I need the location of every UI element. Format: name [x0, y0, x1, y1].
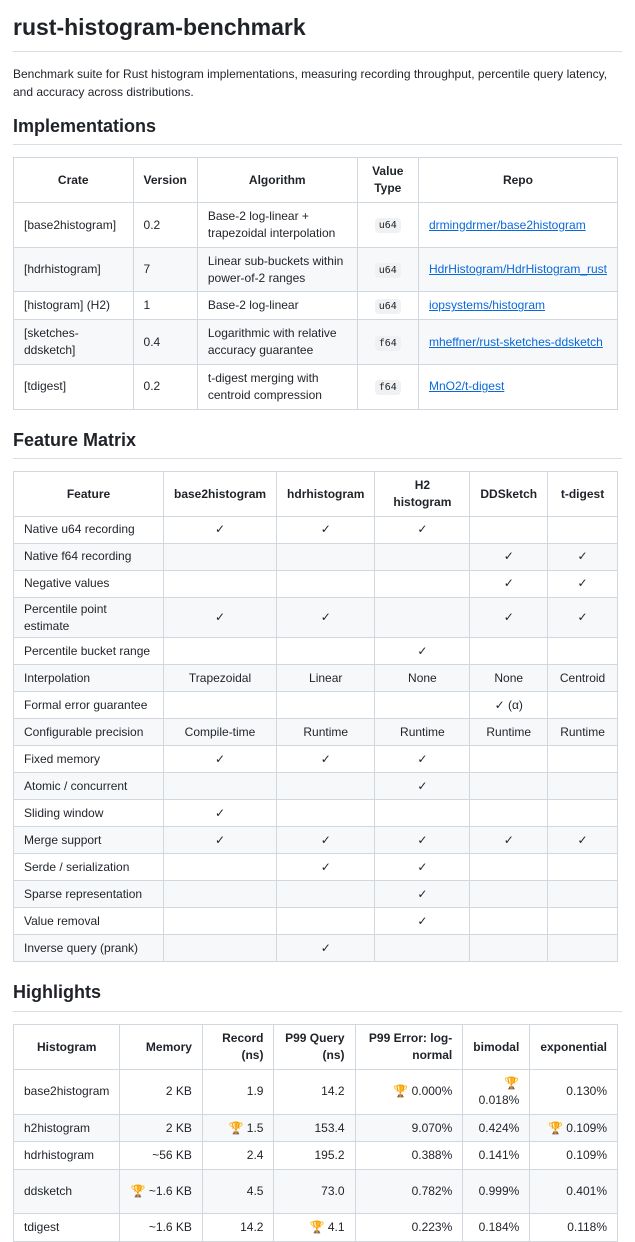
table-row	[14, 881, 618, 908]
feature-value-cell	[164, 908, 277, 935]
feature-name-cell: Configurable precision	[14, 719, 164, 746]
repo-cell	[418, 364, 617, 409]
value-type-cell	[357, 364, 418, 409]
repo-link[interactable]: HdrHistogram/HdrHistogram_rust	[428, 262, 607, 277]
memory-cell	[120, 1142, 203, 1170]
table-row	[14, 719, 618, 746]
histogram-cell	[14, 1214, 120, 1242]
feature-value-cell	[164, 570, 277, 597]
memory-cell	[120, 1214, 203, 1242]
feature-name-cell: Native u64 recording	[14, 516, 164, 543]
feature-value-cell	[470, 881, 548, 908]
record-cell	[202, 1069, 274, 1114]
lognormal-cell	[355, 1069, 463, 1114]
value-type-code: u64	[375, 218, 401, 233]
bimodal-value: 0.018%	[478, 1092, 520, 1107]
bimodal-cell	[463, 1142, 530, 1170]
histogram-cell	[14, 1114, 120, 1142]
histogram-value: h2histogram	[24, 1120, 91, 1135]
feature-value-cell: None	[375, 665, 470, 692]
feature-value-cell: Runtime	[375, 719, 470, 746]
feature-value-cell	[548, 800, 618, 827]
table-row	[14, 638, 618, 665]
implementations-table	[13, 157, 618, 409]
repo-cell	[418, 203, 617, 248]
column-header: Crate	[14, 158, 134, 203]
implementations-heading: Implementations	[13, 113, 622, 146]
column-header: H2 histogram	[375, 472, 470, 517]
feature-value-cell	[548, 854, 618, 881]
table-row	[14, 320, 618, 365]
memory-value: ~1.6 KB	[148, 1184, 192, 1199]
column-header: Algorithm	[197, 158, 357, 203]
feature-value-cell	[375, 935, 470, 962]
table-row	[14, 1214, 618, 1242]
column-header: Memory	[120, 1024, 203, 1069]
repo-link[interactable]: mheffner/rust-sketches-ddsketch	[428, 334, 603, 349]
feature-matrix-heading: Feature Matrix	[13, 427, 622, 460]
feature-name-cell: Percentile point estimate	[14, 597, 164, 638]
feature-value-cell	[164, 773, 277, 800]
exponential-value: 0.401%	[566, 1184, 607, 1199]
feature-value-cell	[277, 543, 375, 570]
page-title: rust-histogram-benchmark	[13, 10, 622, 52]
table-row	[14, 543, 618, 570]
memory-cell	[120, 1114, 203, 1142]
feature-value-cell: ✓	[277, 854, 375, 881]
record-value: 4.5	[246, 1184, 264, 1199]
histogram-value: base2histogram	[24, 1084, 110, 1099]
histogram-value: hdrhistogram	[24, 1148, 95, 1163]
trophy-icon: 🏆	[504, 1075, 520, 1090]
memory-cell	[120, 1170, 203, 1214]
column-header: Value Type	[357, 158, 418, 203]
repo-link[interactable]: iopsystems/histogram	[428, 298, 545, 313]
p99-query-value: 14.2	[321, 1084, 345, 1099]
bimodal-cell	[463, 1214, 530, 1242]
algorithm-cell: Logarithmic with relative accuracy guarantee	[197, 320, 357, 365]
feature-value-cell	[470, 908, 548, 935]
table-row	[14, 935, 618, 962]
column-header: Histogram	[14, 1024, 120, 1069]
feature-value-cell: ✓	[548, 827, 618, 854]
lognormal-value: 0.388%	[411, 1148, 453, 1163]
value-type-code: u64	[375, 299, 401, 314]
column-header: Feature	[14, 472, 164, 517]
feature-value-cell	[164, 935, 277, 962]
feature-value-cell: ✓	[375, 746, 470, 773]
feature-value-cell	[375, 800, 470, 827]
feature-value-cell: ✓	[164, 597, 277, 638]
exponential-value: 0.118%	[567, 1220, 607, 1235]
feature-value-cell: None	[470, 665, 548, 692]
table-row	[14, 364, 618, 409]
feature-value-cell: Trapezoidal	[164, 665, 277, 692]
column-header: P99 Query (ns)	[274, 1024, 355, 1069]
feature-value-cell: ✓	[277, 597, 375, 638]
feature-value-cell: ✓	[375, 908, 470, 935]
record-value: 1.9	[246, 1084, 264, 1099]
version-cell: 0.4	[133, 320, 197, 365]
feature-value-cell: ✓	[375, 881, 470, 908]
record-value: 1.5	[246, 1120, 264, 1135]
feature-value-cell: ✓	[277, 935, 375, 962]
bimodal-value: 0.141%	[478, 1148, 520, 1163]
repo-link[interactable]: MnO2/t-digest	[428, 379, 505, 394]
trophy-icon: 🏆	[309, 1220, 325, 1235]
feature-value-cell: ✓	[164, 516, 277, 543]
exponential-value: 0.109%	[566, 1120, 607, 1135]
repo-cell	[418, 247, 617, 292]
lognormal-cell	[355, 1170, 463, 1214]
value-type-cell	[357, 247, 418, 292]
version-cell: 1	[133, 292, 197, 320]
feature-name-cell: Native f64 recording	[14, 543, 164, 570]
feature-value-cell	[470, 516, 548, 543]
value-type-cell	[357, 292, 418, 320]
feature-value-cell	[548, 692, 618, 719]
lognormal-value: 0.223%	[411, 1220, 453, 1235]
feature-value-cell	[548, 881, 618, 908]
feature-value-cell	[470, 854, 548, 881]
highlights-body	[14, 1069, 618, 1241]
lognormal-cell	[355, 1114, 463, 1142]
table-row	[14, 746, 618, 773]
bimodal-cell	[463, 1170, 530, 1214]
trophy-icon: 🏆	[548, 1120, 563, 1135]
value-type-code: u64	[375, 263, 401, 278]
feature-value-cell	[277, 638, 375, 665]
exponential-cell	[530, 1214, 618, 1242]
feature-name-cell: Interpolation	[14, 665, 164, 692]
feature-value-cell: ✓	[164, 746, 277, 773]
feature-value-cell	[548, 746, 618, 773]
feature-value-cell: ✓	[164, 827, 277, 854]
lognormal-cell	[355, 1142, 463, 1170]
table-row	[14, 692, 618, 719]
table-header-row	[14, 1024, 618, 1069]
highlights-table	[13, 1024, 618, 1242]
column-header: exponential	[530, 1024, 618, 1069]
table-row	[14, 203, 618, 248]
feature-matrix-table	[13, 471, 618, 962]
memory-value: 2 KB	[165, 1084, 192, 1099]
trophy-icon: 🏆	[228, 1120, 244, 1135]
table-row	[14, 597, 618, 638]
feature-name-cell: Value removal	[14, 908, 164, 935]
feature-value-cell: ✓	[375, 773, 470, 800]
repo-cell	[418, 320, 617, 365]
column-header: Version	[133, 158, 197, 203]
feature-value-cell: ✓	[375, 516, 470, 543]
lognormal-cell	[355, 1214, 463, 1242]
feature-value-cell	[470, 773, 548, 800]
feature-value-cell: Runtime	[277, 719, 375, 746]
feature-value-cell: ✓	[277, 516, 375, 543]
feature-value-cell: ✓	[277, 746, 375, 773]
feature-value-cell	[277, 908, 375, 935]
feature-value-cell: ✓	[470, 597, 548, 638]
bimodal-value: 0.999%	[478, 1184, 520, 1199]
memory-value: ~56 KB	[152, 1148, 192, 1163]
feature-value-cell: Runtime	[548, 719, 618, 746]
feature-value-cell	[548, 638, 618, 665]
feature-value-cell: ✓	[470, 543, 548, 570]
feature-name-cell: Inverse query (prank)	[14, 935, 164, 962]
bimodal-cell	[463, 1069, 530, 1114]
feature-value-cell	[548, 516, 618, 543]
p99-query-value: 153.4	[314, 1120, 345, 1135]
feature-value-cell	[548, 773, 618, 800]
record-cell	[202, 1170, 274, 1214]
feature-name-cell: Fixed memory	[14, 746, 164, 773]
crate-cell: [tdigest]	[14, 364, 134, 409]
table-header-row	[14, 472, 618, 517]
bimodal-value: 0.424%	[478, 1120, 520, 1135]
feature-name-cell: Merge support	[14, 827, 164, 854]
value-type-cell	[357, 203, 418, 248]
value-type-cell	[357, 320, 418, 365]
algorithm-cell: t-digest merging with centroid compression	[197, 364, 357, 409]
column-header: P99 Error: log-normal	[355, 1024, 463, 1069]
feature-value-cell	[277, 570, 375, 597]
table-row	[14, 1170, 618, 1214]
record-cell	[202, 1114, 274, 1142]
column-header: hdrhistogram	[277, 472, 375, 517]
value-type-code: f64	[375, 336, 401, 351]
memory-value: ~1.6 KB	[148, 1220, 192, 1235]
table-row	[14, 1069, 618, 1114]
table-header-row	[14, 158, 618, 203]
record-cell	[202, 1142, 274, 1170]
feature-value-cell: ✓	[375, 827, 470, 854]
feature-value-cell: ✓	[548, 597, 618, 638]
feature-value-cell: ✓	[548, 570, 618, 597]
column-header: DDSketch	[470, 472, 548, 517]
record-cell	[202, 1214, 274, 1242]
feature-value-cell: Linear	[277, 665, 375, 692]
feature-name-cell: Percentile bucket range	[14, 638, 164, 665]
repo-link[interactable]: drmingdrmer/base2histogram	[428, 217, 586, 232]
algorithm-cell: Base-2 log-linear	[197, 292, 357, 320]
algorithm-cell: Base-2 log-linear + trapezoidal interpolation	[197, 203, 357, 248]
algorithm-cell: Linear sub-buckets within power-of-2 ranges	[197, 247, 357, 292]
trophy-icon: 🏆	[393, 1084, 409, 1099]
table-row	[14, 800, 618, 827]
exponential-cell	[530, 1142, 618, 1170]
feature-value-cell	[548, 935, 618, 962]
column-header: base2histogram	[164, 472, 277, 517]
column-header: Repo	[418, 158, 617, 203]
column-header: t-digest	[548, 472, 618, 517]
value-type-code: f64	[375, 380, 401, 395]
feature-value-cell: ✓ (α)	[470, 692, 548, 719]
table-row	[14, 665, 618, 692]
table-row	[14, 570, 618, 597]
table-row	[14, 854, 618, 881]
lognormal-value: 0.000%	[411, 1084, 453, 1099]
feature-value-cell: ✓	[470, 827, 548, 854]
memory-cell	[120, 1069, 203, 1114]
p99-query-value: 195.2	[314, 1148, 345, 1163]
feature-value-cell	[375, 692, 470, 719]
feature-value-cell	[375, 543, 470, 570]
feature-value-cell: ✓	[164, 800, 277, 827]
feature-value-cell: ✓	[375, 854, 470, 881]
feature-value-cell: Runtime	[470, 719, 548, 746]
highlights-heading: Highlights	[13, 979, 622, 1012]
feature-value-cell: Centroid	[548, 665, 618, 692]
memory-value: 2 KB	[165, 1120, 192, 1135]
p99-query-cell	[274, 1142, 355, 1170]
feature-value-cell	[277, 881, 375, 908]
feature-value-cell	[164, 543, 277, 570]
exponential-cell	[530, 1114, 618, 1142]
p99-query-value: 4.1	[327, 1220, 345, 1235]
feature-value-cell	[277, 773, 375, 800]
histogram-value: ddsketch	[24, 1184, 73, 1199]
lognormal-value: 9.070%	[411, 1120, 453, 1135]
feature-value-cell	[470, 746, 548, 773]
feature-value-cell	[277, 800, 375, 827]
table-row	[14, 247, 618, 292]
version-cell: 0.2	[133, 364, 197, 409]
feature-value-cell	[277, 692, 375, 719]
feature-value-cell: ✓	[277, 827, 375, 854]
table-row	[14, 1142, 618, 1170]
feature-value-cell	[164, 638, 277, 665]
column-header: bimodal	[463, 1024, 530, 1069]
feature-value-cell	[164, 854, 277, 881]
table-row	[14, 292, 618, 320]
column-header: Record (ns)	[202, 1024, 274, 1069]
exponential-cell	[530, 1069, 618, 1114]
record-value: 14.2	[240, 1220, 264, 1235]
bimodal-cell	[463, 1114, 530, 1142]
table-row	[14, 516, 618, 543]
exponential-value: 0.130%	[566, 1084, 607, 1099]
bimodal-value: 0.184%	[478, 1220, 520, 1235]
feature-value-cell	[375, 570, 470, 597]
feature-value-cell	[164, 692, 277, 719]
feature-value-cell	[470, 800, 548, 827]
table-row	[14, 908, 618, 935]
histogram-cell	[14, 1170, 120, 1214]
crate-cell: [histogram] (H2)	[14, 292, 134, 320]
feature-value-cell: ✓	[375, 638, 470, 665]
feature-name-cell: Atomic / concurrent	[14, 773, 164, 800]
histogram-cell	[14, 1069, 120, 1114]
page-description: Benchmark suite for Rust histogram implementations, measuring recording throughput, percentile query latency, and accuracy across distributions.	[13, 66, 608, 99]
histogram-cell	[14, 1142, 120, 1170]
p99-query-cell	[274, 1069, 355, 1114]
crate-cell: [hdrhistogram]	[14, 247, 134, 292]
exponential-cell	[530, 1170, 618, 1214]
feature-matrix-body	[14, 516, 618, 962]
version-cell: 0.2	[133, 203, 197, 248]
exponential-value: 0.109%	[566, 1148, 607, 1163]
crate-cell: [sketches-ddsketch]	[14, 320, 134, 365]
feature-value-cell	[470, 638, 548, 665]
feature-value-cell: ✓	[470, 570, 548, 597]
lognormal-value: 0.782%	[411, 1184, 453, 1199]
version-cell: 7	[133, 247, 197, 292]
feature-value-cell	[375, 597, 470, 638]
histogram-value: tdigest	[24, 1220, 60, 1235]
table-row	[14, 1114, 618, 1142]
feature-value-cell	[164, 881, 277, 908]
feature-name-cell: Negative values	[14, 570, 164, 597]
feature-name-cell: Sliding window	[14, 800, 164, 827]
crate-cell: [base2histogram]	[14, 203, 134, 248]
feature-value-cell	[470, 935, 548, 962]
p99-query-cell	[274, 1214, 355, 1242]
p99-query-cell	[274, 1170, 355, 1214]
p99-query-value: 73.0	[321, 1184, 345, 1199]
table-row	[14, 827, 618, 854]
feature-value-cell: ✓	[548, 543, 618, 570]
p99-query-cell	[274, 1114, 355, 1142]
feature-value-cell: Compile-time	[164, 719, 277, 746]
feature-name-cell: Sparse representation	[14, 881, 164, 908]
trophy-icon: 🏆	[130, 1184, 146, 1199]
feature-name-cell: Serde / serialization	[14, 854, 164, 881]
record-value: 2.4	[246, 1148, 264, 1163]
feature-name-cell: Formal error guarantee	[14, 692, 164, 719]
table-row	[14, 773, 618, 800]
feature-value-cell	[548, 908, 618, 935]
repo-cell	[418, 292, 617, 320]
